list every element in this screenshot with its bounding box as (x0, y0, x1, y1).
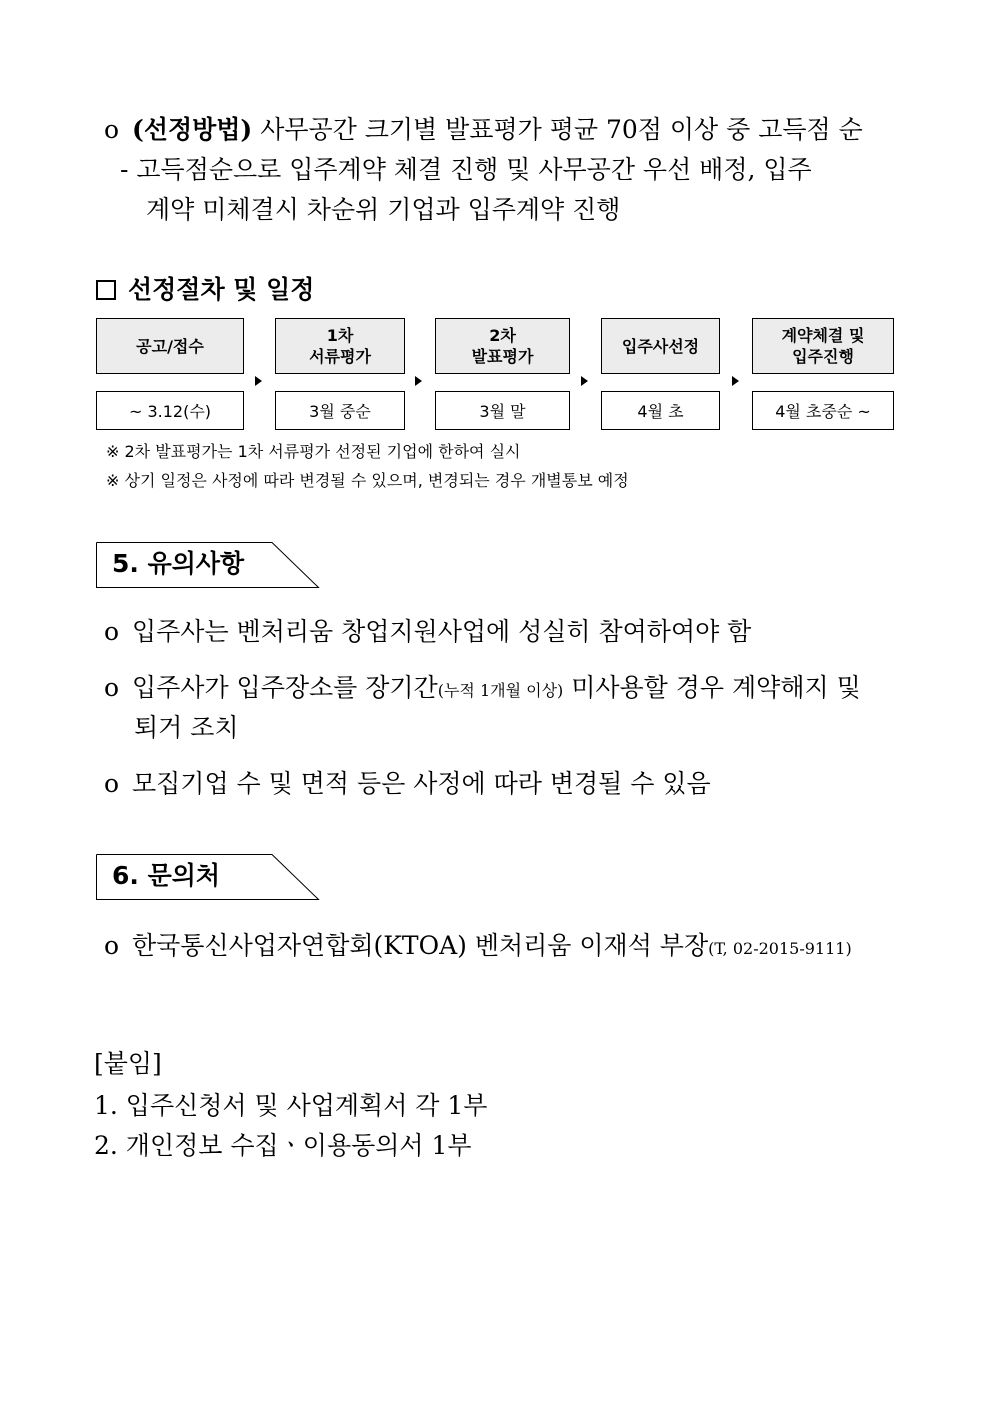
section-6-title: 6. 문의처 (112, 861, 221, 890)
contact-main: 한국통신사업자연합회(KTOA) 벤처리움 이재석 부장 (132, 931, 709, 960)
flow-step-3: 2차 발표평가 (435, 318, 570, 374)
selection-method-sub-line-2: 계약 미체결시 차순위 기업과 입주계약 진행 (146, 195, 621, 224)
notice-item-2: o 입주사가 입주장소를 장기간(누적 1개월 이상) 미사용할 경우 계약해지 및 (104, 673, 861, 702)
procedure-note-1: ※ 2차 발표평가는 1차 서류평가 선정된 기업에 한하여 실시 (106, 442, 521, 461)
arrow-right-icon (732, 376, 739, 386)
bullet: o (104, 931, 120, 960)
section-5-title: 5. 유의사항 (112, 549, 245, 578)
arrow-right-icon (581, 376, 588, 386)
flow-step-2: 1차 서류평가 (275, 318, 405, 374)
flow-date-4: 4월 초 (601, 391, 720, 430)
bullet: o (104, 673, 120, 702)
flow-date-1: ~ 3.12(수) (96, 391, 244, 430)
attachment-item-2: 2. 개인정보 수집ㆍ이용동의서 1부 (94, 1131, 472, 1160)
selection-method-text: 사무공간 크기별 발표평가 평균 70점 이상 중 고득점 순 (252, 115, 863, 144)
procedure-title: 선정절차 및 일정 (128, 275, 315, 304)
bullet: o (104, 769, 120, 798)
flow-date-3: 3월 말 (435, 391, 570, 430)
checkbox-icon (96, 280, 116, 300)
contact-line (104, 930, 852, 965)
section-5-header (96, 542, 320, 588)
selection-method-line (104, 114, 863, 146)
flow-date-2: 3월 중순 (275, 391, 405, 430)
selection-method-sub-line-1: - 고득점순으로 입주계약 체결 진행 및 사무공간 우선 배정, 입주 (120, 155, 812, 184)
attachment-item-1: 1. 입주신청서 및 사업계획서 각 1부 (94, 1091, 488, 1120)
attachments-header: [붙임] (94, 1049, 162, 1078)
flow-step-1: 공고/접수 (96, 318, 244, 374)
arrow-right-icon (255, 376, 262, 386)
notice-item-3: o 모집기업 수 및 면적 등은 사정에 따라 변경될 수 있음 (104, 769, 711, 798)
flow-step-4: 입주사선정 (601, 318, 720, 374)
notice-item-2-line-2: 퇴거 조치 (134, 713, 239, 742)
contact-phone: (T, 02-2015-9111) (708, 939, 852, 958)
flow-step-5: 계약체결 및 입주진행 (752, 318, 894, 374)
arrow-right-icon (415, 376, 422, 386)
section-6-header (96, 854, 320, 900)
bullet: o (104, 115, 120, 144)
flow-date-5: 4월 초중순 ~ (752, 391, 894, 430)
procedure-heading (96, 274, 314, 306)
notice-item-1: o 입주사는 벤처리움 창업지원사업에 성실히 참여하여야 함 (104, 617, 752, 646)
procedure-note-2: ※ 상기 일정은 사정에 따라 변경될 수 있으며, 변경되는 경우 개별통보 예정 (106, 471, 629, 490)
selection-method-label: (선정방법) (132, 115, 253, 144)
bullet: o (104, 617, 120, 646)
